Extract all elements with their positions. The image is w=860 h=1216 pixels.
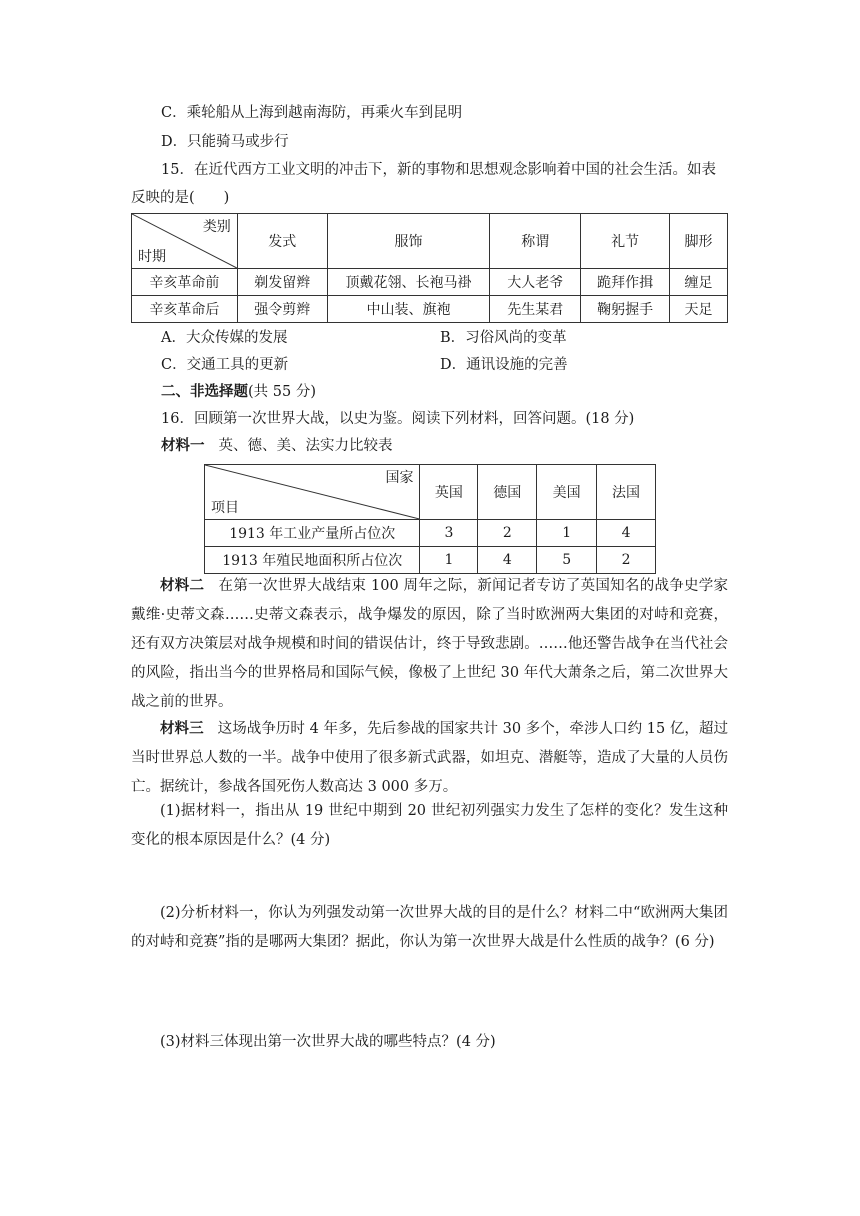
table-row [132,296,728,323]
table-cell: 2 [478,520,537,547]
row-label: 1913 年工业产量所占位次 [205,520,420,547]
column-header: 称谓 [490,214,581,269]
table-row [205,520,656,547]
table-cell: 先生某君 [490,296,581,323]
diagonal-header-cell [132,214,238,269]
powers-comparison-table [204,464,656,574]
material-3-text: 这场战争历时 4 年多，先后参战的国家共计 30 多个，牵涉人口约 15 亿，超过当时世界总人数的一半。战争中使用了很多新式武器，如坦克、潜艇等，造成了大量的人员伤亡。据统计，参战各国死伤人数高达 3 000 多万。 [131,721,729,795]
table-header-row [205,465,656,520]
table-cell: 3 [420,520,478,547]
row-label: 1913 年殖民地面积所占位次 [205,547,420,574]
q15-option-c: C．交通工具的更新 [161,357,289,373]
column-header: 脚形 [670,214,728,269]
table-cell: 中山装、旗袍 [327,296,490,323]
table-cell: 强令剪辫 [237,296,327,323]
q15-option-d: D．通讯设施的完善 [440,357,568,373]
q15-stem-line1: 15．在近代西方工业文明的冲击下，新的事物和思想观念影响着中国的社会生活。如表 [161,162,716,178]
corner-label-category: 类别 [202,219,231,235]
material-1-heading [161,435,393,457]
table-cell: 大人老爷 [490,269,581,296]
column-header: 法国 [597,465,656,520]
material-1-title: 英、德、美、法实力比较表 [218,438,393,454]
q14-option-c: C．乘轮船从上海到越南海防，再乘火车到昆明 [161,105,463,121]
table-row [205,547,656,574]
corner-label-country: 国家 [385,470,414,486]
table-cell: 天足 [670,296,728,323]
material-2-text: 在第一次世界大战结束 100 周年之际，新闻记者专访了英国知名的战争史学家戴维·史蒂文森……史蒂文森表示，战争爆发的原因，除了当时欧洲两大集团的对峙和竞赛，还有双方决策层对战争规模和时间的错误估计，终于导致悲剧。……他还警告战争在当代社会的风险，指出当今的世界格局和国际气候，像极了上世纪 30 年代大萧条之后，第二次世界大战之前的世界。 [131,578,728,710]
q14-option-d: D．只能骑马或步行 [161,134,289,150]
diagonal-header-cell [205,465,420,520]
sub-question-1: (1)据材料一，指出从 19 世纪中期到 20 世纪初列强实力发生了怎样的变化？发生这种变化的根本原因是什么？(4 分) [131,803,728,848]
material-1-label: 材料一 [161,437,205,454]
table-cell: 缠足 [670,269,728,296]
column-header: 德国 [478,465,537,520]
table-cell: 鞠躬握手 [581,296,670,323]
q15-option-b: B．习俗风尚的变革 [440,330,567,346]
table-cell: 1 [420,547,478,574]
material-2-label: 材料二 [160,577,205,594]
column-header: 服饰 [327,214,490,269]
table-row [132,269,728,296]
section-score: (共 55 分) [248,384,316,400]
section-heading [161,381,316,403]
row-label: 辛亥革命后 [132,296,238,323]
q15-stem-line2: 反映的是( ) [131,190,230,206]
table-cell: 顶戴花翎、长袍马褂 [327,269,490,296]
table-cell: 剃发留辫 [237,269,327,296]
corner-label-item: 项目 [211,500,239,516]
table-cell: 4 [478,547,537,574]
material-3-paragraph [131,714,728,802]
column-header: 英国 [420,465,478,520]
table-cell: 跪拜作揖 [581,269,670,296]
column-header: 发式 [237,214,327,269]
material-3-label: 材料三 [160,720,204,737]
table-cell: 1 [537,520,597,547]
sub-question-2: (2)分析材料一，你认为列强发动第一次世界大战的目的是什么？材料二中“欧洲两大集团的对峙和竞赛”指的是哪两大集团？据此，你认为第一次世界大战是什么性质的战争？(6 分) [131,905,728,950]
material-2-paragraph [131,571,728,717]
column-header: 美国 [537,465,597,520]
q15-option-a: A．大众传媒的发展 [161,330,288,346]
table-cell: 2 [597,547,656,574]
row-label: 辛亥革命前 [132,269,238,296]
table-header-row [132,214,728,269]
q15-customs-table [131,213,728,323]
q16-stem: 16．回顾第一次世界大战，以史为鉴。阅读下列材料，回答问题。(18 分) [161,411,635,427]
sub-question-3: (3)材料三体现出第一次世界大战的哪些特点？(4 分) [160,1034,496,1050]
table-cell: 5 [537,547,597,574]
corner-label-period: 时期 [138,249,166,265]
table-cell: 4 [597,520,656,547]
column-header: 礼节 [581,214,670,269]
section-title: 二、非选择题 [161,383,248,400]
